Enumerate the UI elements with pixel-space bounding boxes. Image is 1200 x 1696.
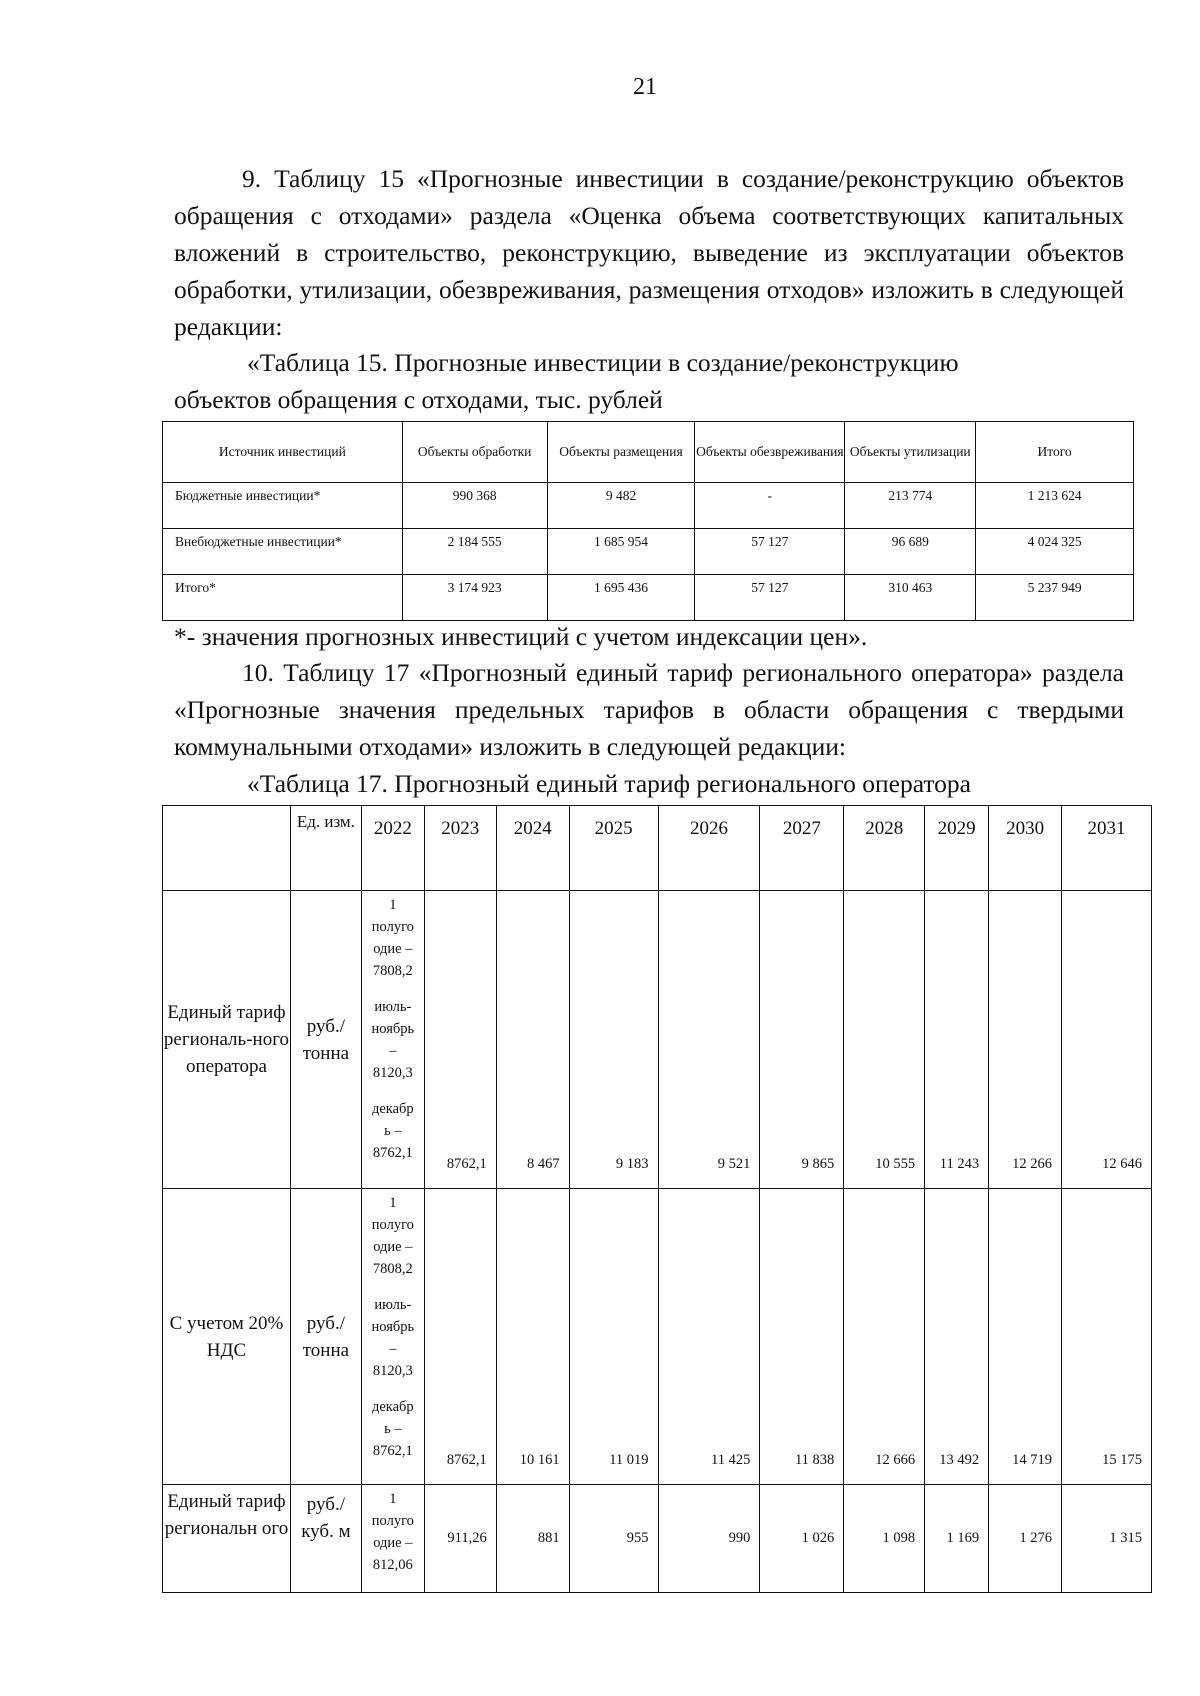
table-15-cell: 96 689 <box>845 529 976 575</box>
cell-2022-line: одие – <box>373 1535 413 1551</box>
table-15-cell: 5 237 949 <box>976 575 1134 621</box>
value-cell: 14 719 <box>989 1189 1062 1485</box>
value-cell: 11 425 <box>658 1189 760 1485</box>
table-15-cell: 57 127 <box>695 529 845 575</box>
value-cell: 1 098 <box>844 1485 925 1593</box>
value-cell: 1 026 <box>760 1485 844 1593</box>
item-10-line: раздела «Прогнозные значения предельных тарифов в области обращения с <box>174 658 1125 724</box>
table-15-cell: 1 695 436 <box>547 575 695 621</box>
item-9-line: 9. Таблицу 15 «Прогнозные инвестиции в создание/реконструкцию <box>242 164 1014 193</box>
table-17-caption: «Таблица 17. Прогнозный единый тариф регионального оператора <box>247 769 971 798</box>
unit-header: Ед. изм. <box>290 806 361 891</box>
cell-2022-line: ноябрь <box>371 1021 415 1037</box>
year-header: 2027 <box>760 806 844 891</box>
value-cell: 1 169 <box>925 1485 989 1593</box>
cell-2022-line: одие – <box>373 941 413 957</box>
row-label: С учетом 20% НДС <box>163 1189 291 1485</box>
cell-2022-line: 1 <box>389 1195 397 1211</box>
value-cell: 9 865 <box>760 891 844 1189</box>
table-15-header-cell: Итого <box>976 422 1134 483</box>
cell-2022 <box>361 1485 424 1593</box>
value-cell: 12 666 <box>844 1189 925 1485</box>
cell-2022-line: декабр <box>371 1101 414 1117</box>
table-15-header-cell: Источник инвестиций <box>163 422 403 483</box>
value-cell: 8 467 <box>496 891 569 1189</box>
cell-2022-line: полуго <box>371 1513 414 1529</box>
item-10-line: 10. Таблицу 17 «Прогнозный единый тариф регионального оператора» <box>242 658 1033 687</box>
value-cell: 11 243 <box>925 891 989 1189</box>
cell-2022 <box>361 891 424 1189</box>
table-15-cell: - <box>695 483 845 529</box>
value-cell: 911,26 <box>424 1485 496 1593</box>
item-9-line: капитальных вложений в строительство, реконструкцию, выведение из <box>174 201 1125 267</box>
cell-2022-line: ь – <box>384 1123 402 1139</box>
row-unit: руб./ тонна <box>290 891 361 1189</box>
year-header: 2022 <box>361 806 424 891</box>
cell-2022-line: 7808,2 <box>372 963 413 979</box>
cell-2022-line: ноябрь <box>371 1319 415 1335</box>
value-cell: 955 <box>569 1485 658 1593</box>
table-15-header-cell: Объекты обезвреживания <box>695 422 845 483</box>
table-17-header-row <box>163 806 1152 891</box>
value-cell: 8762,1 <box>424 1189 496 1485</box>
cell-2022-line: полуго <box>371 1217 414 1233</box>
cell-2022-line: июль- <box>374 1297 412 1313</box>
year-header: 2030 <box>989 806 1062 891</box>
table-row <box>163 575 1134 621</box>
item-9-line: отходов» изложить в следующей редакции: <box>174 275 1125 341</box>
table-15-cell: 1 685 954 <box>547 529 695 575</box>
cell-2022-line: полуго <box>371 919 414 935</box>
item-9-line: объектов обращения с отходами» раздела «Оценка объема соответствующих <box>174 164 1125 230</box>
table-15-cell: 9 482 <box>547 483 695 529</box>
cell-2022-line: 1 <box>389 1491 397 1507</box>
value-cell: 15 175 <box>1062 1189 1152 1485</box>
year-header: 2031 <box>1062 806 1152 891</box>
value-cell: 12 266 <box>989 891 1062 1189</box>
value-cell: 1 315 <box>1062 1485 1152 1593</box>
item-10-line: твердыми коммунальными отходами» изложить в следующей редакции: <box>174 695 1125 761</box>
year-header: 2025 <box>569 806 658 891</box>
year-header: 2029 <box>925 806 989 891</box>
table-17-header-empty <box>163 806 291 891</box>
cell-2022-line: 8762,1 <box>372 1443 413 1459</box>
value-cell: 9 183 <box>569 891 658 1189</box>
cell-2022-line: одие – <box>373 1239 413 1255</box>
value-cell: 10 161 <box>496 1189 569 1485</box>
table-15-cell: 4 024 325 <box>976 529 1134 575</box>
value-cell: 881 <box>496 1485 569 1593</box>
table-15-footnote: *- значения прогнозных инвестиций с учетом индексации цен». <box>174 622 868 651</box>
table-15-cell: Итого* <box>163 575 403 621</box>
table-15-cell: 990 368 <box>402 483 547 529</box>
row-label: Единый тариф региональн ого <box>163 1485 291 1593</box>
cell-2022-line: 8120,3 <box>372 1363 413 1379</box>
year-header: 2024 <box>496 806 569 891</box>
row-label: Единый тариф региональ-ного оператора <box>163 891 291 1189</box>
value-cell: 11 838 <box>760 1189 844 1485</box>
table-15-header-cell: Объекты обработки <box>402 422 547 483</box>
cell-2022-line: 8762,1 <box>372 1145 413 1161</box>
item-10-paragraph <box>174 654 1124 765</box>
year-header: 2026 <box>658 806 760 891</box>
cell-2022-line: 812,06 <box>372 1557 413 1573</box>
cell-2022-line: 7808,2 <box>372 1261 413 1277</box>
value-cell: 990 <box>658 1485 760 1593</box>
value-cell: 13 492 <box>925 1189 989 1485</box>
table-15 <box>162 421 1134 621</box>
table-row <box>163 483 1134 529</box>
table-15-caption: «Таблица 15. Прогнозные инвестиции в создание/реконструкцию <box>247 348 959 377</box>
table-row <box>163 1485 1152 1593</box>
row-unit: руб./ тонна <box>290 1189 361 1485</box>
page-number: 21 <box>633 74 657 100</box>
value-cell: 9 521 <box>658 891 760 1189</box>
table-15-cell: 3 174 923 <box>402 575 547 621</box>
year-header: 2023 <box>424 806 496 891</box>
value-cell: 10 555 <box>844 891 925 1189</box>
table-15-cell: Внебюджетные инвестиции* <box>163 529 403 575</box>
value-cell: 12 646 <box>1062 891 1152 1189</box>
table-15-cell: 1 213 624 <box>976 483 1134 529</box>
year-header: 2028 <box>844 806 925 891</box>
table-15-caption-cont: объектов обращения с отходами, тыс. рублей <box>174 385 663 414</box>
row-unit: руб./ куб. м <box>290 1485 361 1593</box>
cell-2022-line: 1 <box>389 897 397 913</box>
table-15-header-cell: Объекты размещения <box>547 422 695 483</box>
cell-2022-line: декабр <box>371 1399 414 1415</box>
table-15-cell: 2 184 555 <box>402 529 547 575</box>
value-cell: 1 276 <box>989 1485 1062 1593</box>
cell-2022-line: ь – <box>384 1421 402 1437</box>
table-row <box>163 1189 1152 1485</box>
value-cell: 8762,1 <box>424 891 496 1189</box>
item-9-paragraph <box>174 160 1124 345</box>
cell-2022-line: июль- <box>374 999 412 1015</box>
table-15-cell: Бюджетные инвестиции* <box>163 483 403 529</box>
table-15-header-cell: Объекты утилизации <box>845 422 976 483</box>
table-15-cell: 57 127 <box>695 575 845 621</box>
table-15-header-row <box>163 422 1134 483</box>
cell-2022 <box>361 1189 424 1485</box>
table-row <box>163 891 1152 1189</box>
table-15-cell: 213 774 <box>845 483 976 529</box>
table-17 <box>162 805 1152 1593</box>
cell-2022-line: – <box>389 1341 397 1357</box>
cell-2022-line: 8120,3 <box>372 1065 413 1081</box>
value-cell: 11 019 <box>569 1189 658 1485</box>
table-15-cell: 310 463 <box>845 575 976 621</box>
cell-2022-line: – <box>389 1043 397 1059</box>
table-row <box>163 529 1134 575</box>
item-9-line: эксплуатации объектов обработки, утилизации, обезвреживания, размещения <box>174 238 1124 304</box>
